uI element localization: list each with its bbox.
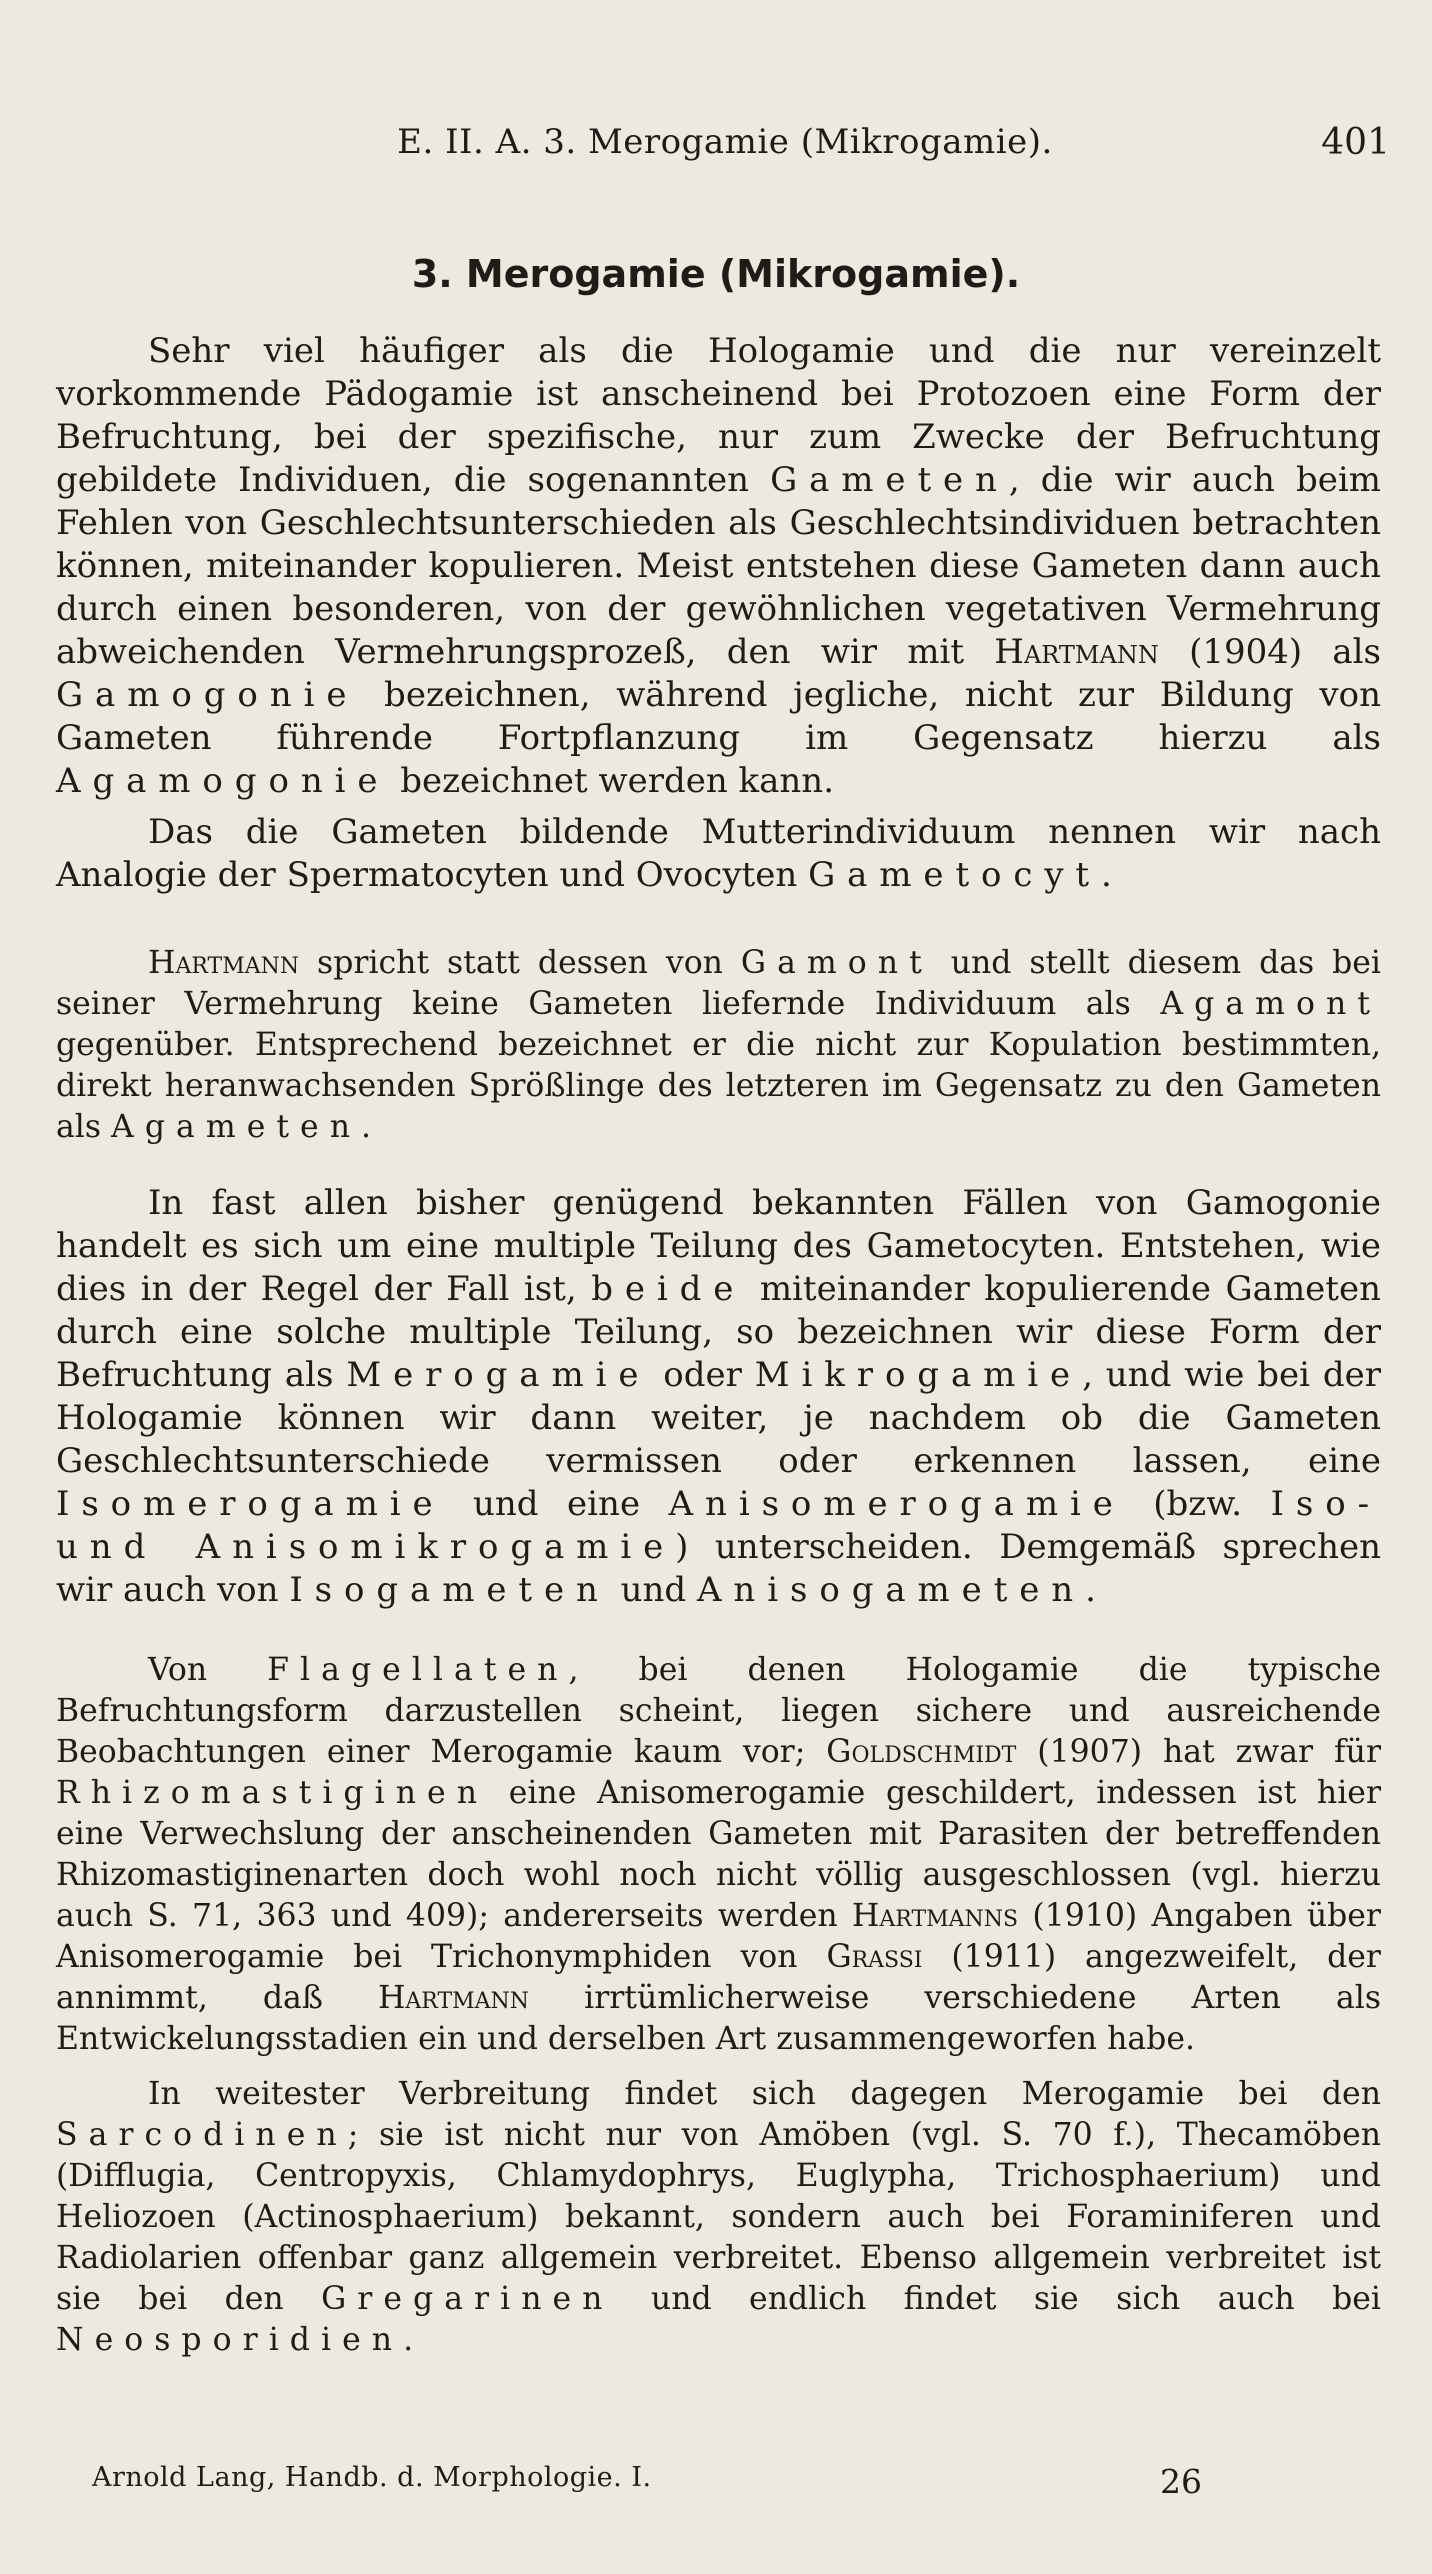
spaced-term: Agamont xyxy=(1160,986,1381,1022)
text-run: . xyxy=(403,2322,414,2358)
text-run: und endlich findet sie sich auch bei xyxy=(613,2281,1381,2317)
spaced-term: Sarcodinen xyxy=(56,2117,348,2153)
paragraph-3-note xyxy=(56,943,1381,1148)
text-run: , die wir auch beim Fehlen von Geschlechtsunterschieden als Geschlechtsindividuen betrachten können, miteinander kopulieren. Meist entstehen diese Gameten dann auch durch einen besonderen, von der gewöhnlichen vegetativen Vermehrung abweichenden Vermehrungsprozeß, den wir mit xyxy=(56,460,1381,672)
text-run: gegenüber. Entsprechend bezeichnet er die nicht zur Kopulation bestimmten, direkt heranwachsenden Sprößlinge des letzteren im Gegensatz zu den Gameten als xyxy=(56,1027,1381,1145)
spaced-term: Gamogonie xyxy=(56,675,359,715)
text-run: ) unterscheiden. Demgemäß sprechen wir auch von xyxy=(56,1527,1381,1610)
text-run: Sehr viel häufiger als die Hologamie und die nur vereinzelt vorkommende Pädogamie ist anscheinend bei Protozoen eine Form der Befruchtung, bei der spezifische, nur zum Zwecke der Befruchtung gebildete Individuen, die sogenannten xyxy=(56,331,1381,500)
text-run: eine Anisomerogamie geschildert, indessen ist hier eine Verwechslung der anscheinenden Gameten mit Parasiten der betreffenden Rhizomastiginenarten doch wohl noch nicht völlig ausgeschlossen (vgl. hierzu auch S. 71, 363 und 409); andererseits werden xyxy=(56,1775,1381,1934)
source-line: Arnold Lang, Handb. d. Morphologie. I. xyxy=(92,2462,652,2493)
spaced-term: Anisogameten xyxy=(696,1570,1086,1610)
spaced-term: Gregarinen xyxy=(321,2281,614,2317)
author-name: Hartmann xyxy=(377,1980,530,2016)
text-run: Das die Gameten bildende Mutterindividuum nennen wir nach Analogie der Spermatocyten und Ovocyten xyxy=(56,812,1381,895)
spaced-term: Gameten xyxy=(770,460,1009,500)
text-run: bezeichnen, während jegliche, nicht zur Bildung von Gameten führende Fortpflanzung im Gegensatz hierzu als xyxy=(56,675,1381,758)
text-run: ; sie ist nicht nur von Amöben (vgl. S. 70 f.), Thecamöben (Difflugia, Centropyxis, Chlamydophrys, Euglypha, Trichosphaerium) und Heliozoen (Actinosphaerium) bekannt, sondern auch bei Foraminiferen und Radiolarien offenbar ganz allgemein verbreitet. Ebenso allgemein verbreitet ist sie bei den xyxy=(56,2117,1381,2317)
running-title: E. II. A. 3. Merogamie (Mikrogamie). xyxy=(397,122,1053,162)
paragraph-4 xyxy=(56,1182,1381,1612)
spaced-term: Gamont xyxy=(740,945,933,981)
text-run: . xyxy=(361,1109,372,1145)
page-footer xyxy=(92,2462,1202,2512)
signature-mark: 26 xyxy=(1160,2462,1202,2501)
spaced-term: Gametocyt xyxy=(808,855,1102,895)
spaced-term: Isogameten xyxy=(289,1570,610,1610)
running-head xyxy=(60,122,1390,178)
text-run: . xyxy=(1085,1570,1096,1610)
text-run: In fast allen bisher genügend bekannten Fällen von Gamogonie handelt es sich um eine multiple Teilung des Gametocyten. Entstehen, wie dies in der Regel der Fall ist, xyxy=(56,1183,1381,1309)
page-number: 401 xyxy=(1321,122,1390,163)
spaced-term: Agameten xyxy=(111,1109,362,1145)
author-name: Goldschmidt xyxy=(826,1734,1017,1770)
text-run: (1907) hat zwar für xyxy=(1016,1734,1381,1770)
text-run: und xyxy=(609,1570,697,1610)
author-name: Hartmann xyxy=(148,945,300,981)
paragraph-2 xyxy=(56,811,1381,897)
text-run: irrtümlicherweise verschiedene Arten als Entwickelungsstadien ein und derselben Art zusammengeworfen habe. xyxy=(56,1980,1381,2057)
spaced-term: Anisomerogamie xyxy=(668,1484,1125,1524)
spaced-term: Isomerogamie xyxy=(56,1484,445,1524)
text-run: Von xyxy=(148,1652,268,1688)
spaced-term: beide xyxy=(591,1269,746,1309)
paragraph-6 xyxy=(56,2074,1381,2361)
text-run: (1911) angezweifelt, der annimmt, daß xyxy=(56,1939,1381,2016)
section-heading: 3. Merogamie (Mikrogamie). xyxy=(411,252,1021,296)
spaced-term: Flagellaten xyxy=(267,1652,569,1688)
text-run: (1910) Angaben über Anisomerogamie bei Trichonymphiden von xyxy=(56,1898,1381,1975)
spaced-term: Mikrogamie xyxy=(754,1355,1083,1395)
text-run: und stellt diesem das bei seiner Vermehrung keine Gameten liefernde Individuum als xyxy=(56,945,1381,1022)
author-name: Grassi xyxy=(826,1939,923,1975)
paragraph-5 xyxy=(56,1650,1381,2060)
spaced-term: Agamogonie xyxy=(56,761,390,801)
text-run: , bei denen Hologamie die typische Befruchtungsform darzustellen scheint, liegen sichere und ausreichende Beobachtungen einer Merogamie kaum vor; xyxy=(56,1652,1381,1770)
paragraph-1 xyxy=(56,330,1381,803)
spaced-term: Merogamie xyxy=(346,1355,651,1395)
spaced-term: Neosporidien xyxy=(56,2322,404,2358)
text-run: , und wie bei der Hologamie können wir dann weiter, je nachdem ob die Gameten Geschlechtsunterschiede vermissen oder erkennen lassen, eine xyxy=(56,1355,1381,1481)
text-run: (1904) als xyxy=(1158,632,1381,672)
spaced-term: Rhizomastiginen xyxy=(56,1775,489,1811)
spaced-term: Iso- und Anisomikrogamie xyxy=(56,1484,1381,1567)
text-run: (bzw. xyxy=(1124,1484,1271,1524)
text-run: bezeichnet werden kann. xyxy=(389,761,835,801)
text-run: . xyxy=(1101,855,1112,895)
author-name: Hartmann xyxy=(994,632,1159,672)
text-run: In weitester Verbreitung findet sich dagegen Merogamie bei den xyxy=(148,2076,1381,2112)
author-name: Hartmanns xyxy=(851,1898,1019,1934)
text-run: miteinander kopulierende Gameten durch eine solche multiple Teilung, so bezeichnen wir diese Form der Befruchtung als xyxy=(56,1269,1381,1395)
body-text xyxy=(56,330,1381,2361)
text-run: und eine xyxy=(444,1484,669,1524)
text-run: spricht statt dessen von xyxy=(299,945,741,981)
text-run: oder xyxy=(650,1355,755,1395)
